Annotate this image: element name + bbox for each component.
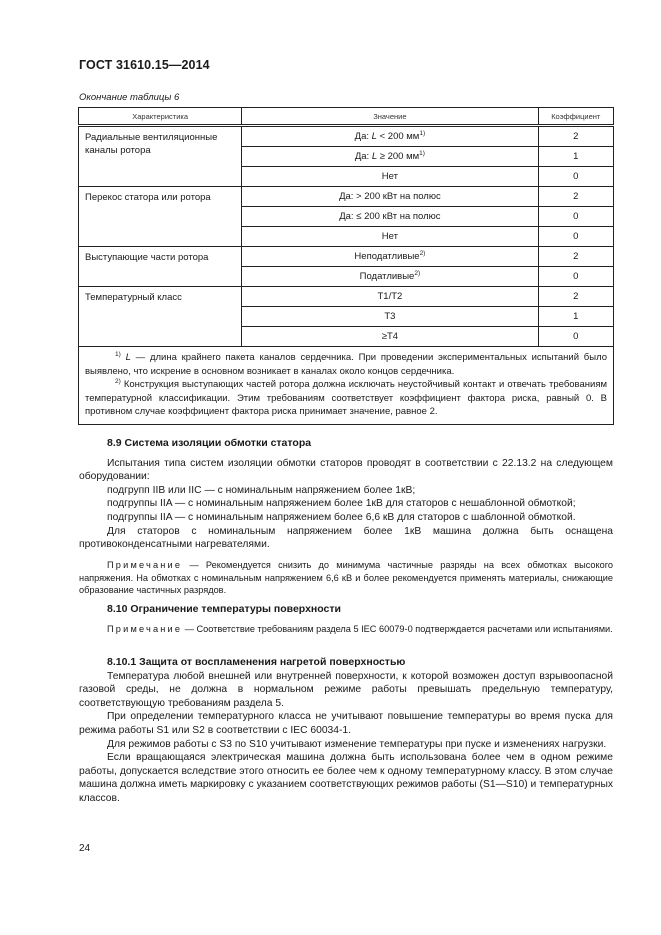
coefficient-cell: 1	[538, 147, 613, 167]
coefficient-cell: 2	[538, 247, 613, 267]
value-cell: Неподатливые$^{2)}$	[242, 247, 538, 267]
section-8-10-1	[79, 656, 613, 806]
section-8-9	[79, 437, 613, 597]
table-header-row	[79, 108, 614, 126]
value-cell: Податливые$^{2)}$	[242, 267, 538, 287]
page-number: 24	[79, 843, 91, 854]
coefficient-cell: 0	[538, 207, 613, 227]
table-row	[79, 187, 614, 207]
column-header-value: Значение	[242, 108, 538, 126]
section-8-10	[79, 603, 613, 635]
value-cell: Да: L < 200 $мм^{1)}$	[242, 126, 538, 147]
risk-factor-table	[78, 107, 614, 425]
value-cell: ≥T4	[242, 327, 538, 347]
paragraph: Если вращающаяся электрическая машина должна быть использована более чем в одном режиме работы, допускается вследствие этого относить ее более чем к одному температурному классу. В этом случае машина должна иметь маркировку с указанием соответствующих режимов работы (S1—S10) и температурных классов.	[79, 752, 613, 804]
value-cell: Нет	[242, 227, 538, 247]
value-cell: Нет	[242, 167, 538, 187]
coefficient-cell: 2	[538, 187, 613, 207]
table-caption: Окончание таблицы 6	[79, 92, 180, 103]
footnote-1: $^{1)}$ L — длина крайнего пакета каналов сердечника. При проведении экспериментальных испытаний было выявлено, что искрение в основном возникает в каналах около концов сердечника.	[85, 351, 607, 377]
paragraph: При определении температурного класса не учитывают повышение температуры во время пуска для режима работы S1 или S2 в соответствии с IEC 60034-1.	[79, 711, 613, 736]
note: Примечание — Соответствие требованиям раздела 5 IEC 60079-0 подтверждается расчетами или испытаниями.	[107, 623, 613, 634]
note: Примечание — Рекомендуется снизить до минимума частичные разряды на всех обмотках высокого напряжения. На обмотках с номинальным напряжением 6,6 кВ и более рекомендуется применять материалы, снижающие образование частичных разрядов.	[79, 559, 613, 596]
coefficient-cell: 1	[538, 307, 613, 327]
coefficient-cell: 0	[538, 327, 613, 347]
list-item: подгруппы IIA — с номинальным напряжением более 1кВ для статоров с нешаблонной обмоткой;	[107, 498, 576, 510]
list-item: подгрупп IIB или IIC — с номинальным напряжением более 1кВ;	[107, 484, 416, 496]
section-heading: 8.10.1 Защита от воспламенения нагретой поверхностью	[107, 656, 406, 668]
characteristic-cell: Радиальные вентиляционные каналы ротора	[79, 126, 242, 187]
document-header: ГОСТ 31610.15—2014	[79, 58, 210, 72]
characteristic-cell: Выступающие части ротора	[79, 247, 242, 287]
value-cell: T3	[242, 307, 538, 327]
coefficient-cell: 0	[538, 267, 613, 287]
list-item: подгруппы IIA — с номинальным напряжением более 6,6 кВ для статоров с шаблонной обмоткой.	[107, 511, 576, 523]
value-cell: Да: ≤ 200 кВт на полюс	[242, 207, 538, 227]
value-cell: T1/T2	[242, 287, 538, 307]
footnote-2: $^{2)}$ Конструкция выступающих частей ротора должна исключать неустойчивый контакт и отвечать требованиям температурной классификации. Этим требованиям соответствует коэффициент фактора риска, равный 0. В противном случае коэффициент фактора риска принимает значение, равное 2.	[85, 378, 607, 417]
table-footnotes	[79, 347, 614, 425]
table-row	[79, 287, 614, 307]
paragraph: Испытания типа систем изоляции обмотки статоров проводят в соответствии с 22.13.2 на следующем оборудовании:	[79, 457, 613, 483]
section-heading: 8.10 Ограничение температуры поверхности	[107, 603, 341, 615]
paragraph: Для режимов работы с S3 по S10 учитывают изменение температуры при пуске и изменениях нагрузки.	[107, 738, 607, 750]
coefficient-cell: 2	[538, 126, 613, 147]
table-row	[79, 247, 614, 267]
coefficient-cell: 0	[538, 167, 613, 187]
characteristic-cell: Перекос статора или ротора	[79, 187, 242, 247]
section-heading: 8.9 Система изоляции обмотки статора	[107, 437, 312, 449]
coefficient-cell: 2	[538, 287, 613, 307]
column-header-coefficient: Коэффициент	[538, 108, 613, 126]
value-cell: Да: > 200 кВт на полюс	[242, 187, 538, 207]
table-footnotes-row	[79, 347, 614, 425]
paragraph: Температура любой внешней или внутренней поверхности, к которой возможен доступ взрывоопасной газовой среды, не должна в нормальном режиме работы превышать предельную температуру, соответствующую требованиям раздела 5.	[79, 670, 613, 709]
coefficient-cell: 0	[538, 227, 613, 247]
value-cell: Да: L ≥ 200 $мм^{1)}$	[242, 147, 538, 167]
characteristic-cell: Температурный класс	[79, 287, 242, 347]
column-header-characteristic: Характеристика	[79, 108, 242, 126]
paragraph: Для статоров с номинальным напряжением более 1кВ машина должна быть оснащена противоконденсатными нагревателями.	[79, 525, 613, 551]
table-row	[79, 126, 614, 147]
